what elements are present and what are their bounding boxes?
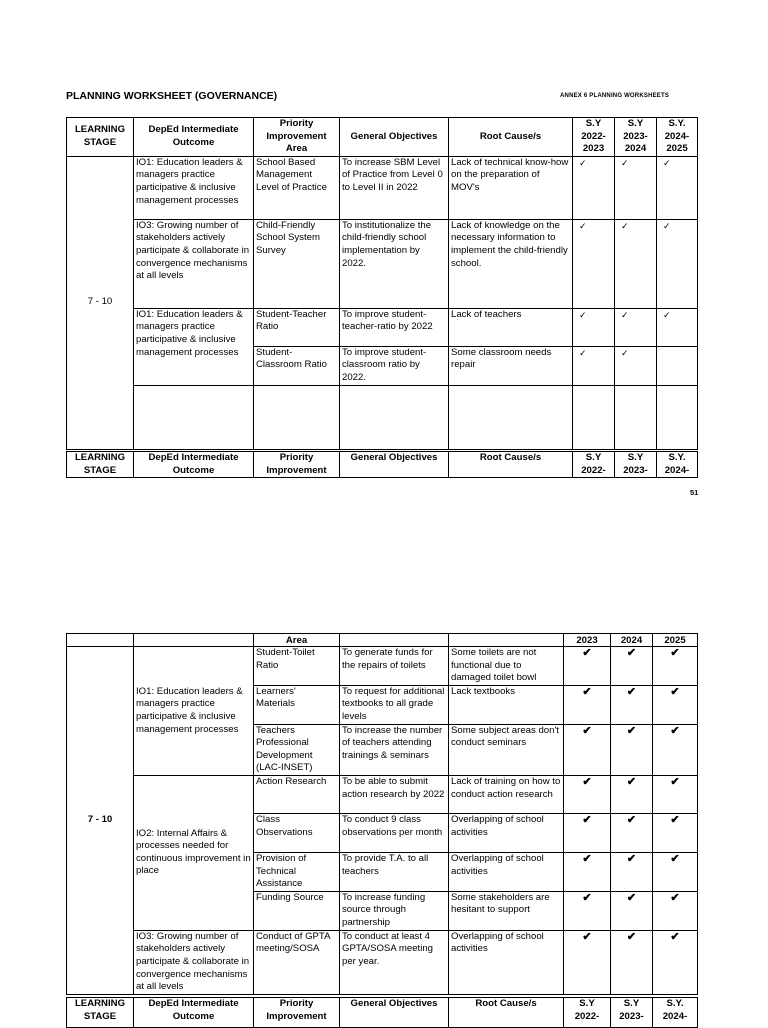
planning-worksheet-table — [66, 117, 698, 450]
header-area: Area — [254, 634, 340, 647]
outcome-cell: IO1: Education leaders & managers practice participative & inclusive management processes — [134, 308, 254, 385]
table-header-row — [67, 452, 698, 478]
check-mark: ✔ — [611, 724, 653, 775]
root-cause-cell: Overlapping of school activities — [449, 813, 564, 852]
priority-cell: Conduct of GPTA meeting/SOSA — [254, 930, 340, 994]
check-mark: ✔ — [653, 685, 698, 724]
header-intermediate-outcome: DepEd Intermediate Outcome — [134, 118, 254, 157]
check-mark: ✔ — [564, 685, 611, 724]
check-mark: ✔ — [611, 852, 653, 891]
empty-cell — [67, 634, 134, 647]
check-mark: ✓ — [657, 308, 698, 346]
check-mark: ✓ — [615, 308, 657, 346]
empty-cell — [254, 385, 340, 449]
priority-cell: Provision of Technical Assistance — [254, 852, 340, 891]
outcome-cell: IO1: Education leaders & managers practice participative & inclusive management processes — [134, 156, 254, 219]
objective-cell: To increase the number of teachers attending trainings & seminars — [340, 724, 449, 775]
objective-cell: To increase SBM Level of Practice from Level 0 to Level II in 2022 — [340, 156, 449, 219]
empty-cell — [657, 346, 698, 385]
check-mark: ✓ — [615, 156, 657, 219]
check-mark: ✓ — [615, 346, 657, 385]
header-general-objectives: General Objectives — [340, 118, 449, 157]
table-row — [67, 647, 698, 686]
outcome-cell: IO3: Growing number of stakeholders actively participate & collaborate in convergence mechanisms at all levels — [134, 930, 254, 994]
priority-cell: Student-Classroom Ratio — [254, 346, 340, 385]
empty-cell — [573, 385, 615, 449]
header-learning-stage: LEARNING STAGE — [67, 998, 134, 1028]
table-row — [67, 219, 698, 308]
check-mark: ✔ — [653, 724, 698, 775]
header-sy-2022: S.Y 2022- — [573, 452, 615, 478]
table-row — [67, 308, 698, 346]
header-priority-area: Priority Improvement — [254, 452, 340, 478]
header-year-2025: 2025 — [653, 634, 698, 647]
priority-cell: Student-Teacher Ratio — [254, 308, 340, 346]
check-mark: ✔ — [564, 930, 611, 994]
bottom-header-table — [66, 997, 698, 1028]
header-priority-area: Priority Improvement — [254, 998, 340, 1028]
check-mark: ✓ — [573, 346, 615, 385]
page-title: PLANNING WORKSHEET (GOVERNANCE) — [66, 90, 278, 102]
empty-cell — [340, 634, 449, 647]
check-mark: ✔ — [564, 647, 611, 686]
priority-cell: School Based Management Level of Practice — [254, 156, 340, 219]
check-mark: ✔ — [653, 813, 698, 852]
empty-cell — [449, 385, 573, 449]
page-number: 51 — [690, 488, 699, 497]
check-mark: ✓ — [657, 219, 698, 308]
check-mark: ✓ — [573, 156, 615, 219]
empty-cell — [134, 634, 254, 647]
check-mark: ✔ — [611, 930, 653, 994]
objective-cell: To conduct at least 4 GPTA/SOSA meeting per year. — [340, 930, 449, 994]
check-mark: ✔ — [611, 775, 653, 813]
priority-cell: Action Research — [254, 775, 340, 813]
empty-cell — [449, 634, 564, 647]
empty-cell — [615, 385, 657, 449]
header-priority-area: Priority Improvement Area — [254, 118, 340, 157]
header-general-objectives: General Objectives — [340, 452, 449, 478]
objective-cell: To increase funding source through partnership — [340, 891, 449, 930]
check-mark: ✔ — [653, 647, 698, 686]
check-mark: ✓ — [615, 219, 657, 308]
header-sy-2024: S.Y. 2024- — [657, 452, 698, 478]
priority-cell: Child-Friendly School System Survey — [254, 219, 340, 308]
repeated-header-table — [66, 451, 698, 478]
priority-cell: Funding Source — [254, 891, 340, 930]
check-mark: ✔ — [611, 647, 653, 686]
header-learning-stage: LEARNING STAGE — [67, 452, 134, 478]
check-mark: ✔ — [653, 891, 698, 930]
objective-cell: To request for additional textbooks to all grade levels — [340, 685, 449, 724]
planning-worksheet-continuation-table — [66, 633, 698, 995]
empty-cell — [134, 385, 254, 449]
learning-stage-cell: 7 - 10 — [67, 647, 134, 995]
header-intermediate-outcome: DepEd Intermediate Outcome — [134, 452, 254, 478]
header-sy-2022-2023: S.Y 2022-2023 — [573, 118, 615, 157]
check-mark: ✔ — [611, 813, 653, 852]
table-row — [67, 775, 698, 813]
outcome-cell: IO1: Education leaders & managers practice participative & inclusive management processes — [134, 647, 254, 776]
header-intermediate-outcome: DepEd Intermediate Outcome — [134, 998, 254, 1028]
objective-cell: To improve student-classroom ratio by 2022. — [340, 346, 449, 385]
root-cause-cell: Lack textbooks — [449, 685, 564, 724]
objective-cell: To improve student-teacher-ratio by 2022 — [340, 308, 449, 346]
priority-cell: Student-Toilet Ratio — [254, 647, 340, 686]
header-year-2023: 2023 — [564, 634, 611, 647]
priority-cell: Teachers Professional Development (LAC-INSET) — [254, 724, 340, 775]
learning-stage-cell: 7 - 10 — [67, 156, 134, 449]
header-sy-2024-2025: S.Y. 2024-2025 — [657, 118, 698, 157]
empty-cell — [657, 385, 698, 449]
header-root-causes: Root Cause/s — [449, 118, 573, 157]
header-sy-2024: S.Y. 2024- — [653, 998, 698, 1028]
root-cause-cell: Lack of teachers — [449, 308, 573, 346]
check-mark: ✓ — [657, 156, 698, 219]
root-cause-cell: Overlapping of school activities — [449, 852, 564, 891]
check-mark: ✔ — [611, 685, 653, 724]
check-mark: ✔ — [653, 930, 698, 994]
outcome-cell: IO2: Internal Affairs & processes needed for continuous improvement in place — [134, 775, 254, 930]
root-cause-cell: Overlapping of school activities — [449, 930, 564, 994]
check-mark: ✔ — [564, 775, 611, 813]
objective-cell: To generate funds for the repairs of toilets — [340, 647, 449, 686]
check-mark: ✔ — [564, 891, 611, 930]
root-cause-cell: Lack of technical know-how on the preparation of MOV's — [449, 156, 573, 219]
check-mark: ✔ — [564, 724, 611, 775]
check-mark: ✔ — [564, 852, 611, 891]
table-row — [67, 930, 698, 994]
header-year-2024: 2024 — [611, 634, 653, 647]
header-general-objectives: General Objectives — [340, 998, 449, 1028]
header-sy-2023: S.Y 2023- — [615, 452, 657, 478]
check-mark: ✓ — [573, 219, 615, 308]
objective-cell: To be able to submit action research by 2022 — [340, 775, 449, 813]
table-row — [67, 156, 698, 219]
priority-cell: Learners' Materials — [254, 685, 340, 724]
header-learning-stage: LEARNING STAGE — [67, 118, 134, 157]
empty-cell — [340, 385, 449, 449]
outcome-cell: IO3: Growing number of stakeholders actively participate & collaborate in convergence mechanisms at all levels — [134, 219, 254, 308]
check-mark: ✔ — [653, 775, 698, 813]
root-cause-cell: Lack of training on how to conduct action research — [449, 775, 564, 813]
root-cause-cell: Lack of knowledge on the necessary information to implement the child-friendly school. — [449, 219, 573, 308]
table-header-row — [67, 118, 698, 157]
header-sy-2022: S.Y 2022- — [564, 998, 611, 1028]
root-cause-cell: Some toilets are not functional due to damaged toilet bowl — [449, 647, 564, 686]
check-mark: ✔ — [653, 852, 698, 891]
table-header-row — [67, 634, 698, 647]
header-root-causes: Root Cause/s — [449, 452, 573, 478]
objective-cell: To conduct 9 class observations per month — [340, 813, 449, 852]
priority-cell: Class Observations — [254, 813, 340, 852]
check-mark: ✓ — [573, 308, 615, 346]
table-row-empty — [67, 385, 698, 449]
header-root-causes: Root Cause/s — [449, 998, 564, 1028]
root-cause-cell: Some stakeholders are hesitant to support — [449, 891, 564, 930]
objective-cell: To provide T.A. to all teachers — [340, 852, 449, 891]
check-mark: ✔ — [564, 813, 611, 852]
header-sy-2023: S.Y 2023- — [611, 998, 653, 1028]
objective-cell: To institutionalize the child-friendly school implementation by 2022. — [340, 219, 449, 308]
root-cause-cell: Some classroom needs repair — [449, 346, 573, 385]
root-cause-cell: Some subject areas don't conduct seminars — [449, 724, 564, 775]
check-mark: ✔ — [611, 891, 653, 930]
annex-label: ANNEX 6 PLANNING WORKSHEETS — [560, 93, 670, 99]
header-sy-2023-2024: S.Y 2023-2024 — [615, 118, 657, 157]
table-header-row — [67, 998, 698, 1028]
